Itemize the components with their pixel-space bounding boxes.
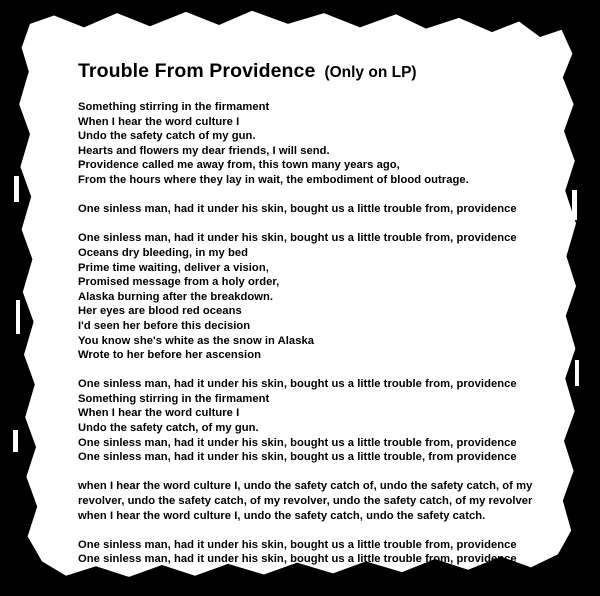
lyrics-line: One sinless man, had it under his skin, bought us a little trouble from, providence — [78, 436, 517, 449]
lyrics-line: Hearts and flowers my dear friends, I will send. — [78, 144, 330, 157]
lyrics-line: Undo the safety catch of my gun. — [78, 130, 256, 143]
lyrics-line: One sinless man, had it under his skin, bought us a little trouble from, providence — [78, 232, 517, 245]
lyrics-stanza — [78, 202, 538, 217]
lyrics-stanza — [78, 100, 538, 188]
lyrics-stanza — [78, 231, 538, 362]
lyrics-line: Her eyes are blood red oceans — [78, 305, 242, 318]
lyrics-line: Alaska burning after the breakdown. — [78, 290, 274, 303]
lyrics-line: when I hear the word culture I, undo the safety catch of, undo the safety catch, of my revolver, undo the safety catch, of my revolver, undo the safety catch, of my revolver — [78, 480, 533, 508]
lyrics-line: One sinless man, had it under his skin, bought us a little trouble, from providence — [78, 451, 517, 464]
lyrics-line: Providence called me away from, this town many years ago, — [78, 159, 400, 172]
lyrics-line: Oceans dry bleeding, in my bed — [78, 246, 248, 259]
lyrics-stanza — [78, 479, 538, 523]
lyrics-body — [78, 100, 538, 567]
lyrics-line: From the hours where they lay in wait, the embodiment of blood outrage. — [78, 173, 469, 186]
lyrics-line: Something stirring in the firmament — [78, 392, 270, 405]
lyrics-stanza — [78, 538, 538, 567]
lyrics-line: I'd seen her before this decision — [78, 319, 251, 332]
lyrics-stanza — [78, 377, 538, 465]
lyrics-line: One sinless man, had it under his skin, bought us a little trouble from, providence — [78, 378, 517, 391]
lyrics-line: Wrote to her before her ascension — [78, 349, 261, 362]
lyrics-line: Something stirring in the firmament — [78, 101, 270, 113]
lyrics-line: One sinless man, had it under his skin, bought us a little trouble from, providence — [78, 538, 517, 551]
lyrics-line: When I hear the word culture I — [78, 115, 240, 128]
page-title: Trouble From Providence — [78, 60, 316, 82]
lyrics-line: Prime time waiting, deliver a vision, — [78, 261, 269, 274]
title-row — [78, 60, 417, 83]
lyrics-line: Undo the safety catch, of my gun. — [78, 422, 259, 435]
lyrics-line: You know she's white as the snow in Alaska — [78, 334, 315, 347]
lyrics-line: When I hear the word culture I — [78, 407, 240, 420]
lyrics-line: Promised message from a holy order, — [78, 276, 280, 289]
title-note: (Only on LP) — [324, 64, 417, 81]
lyrics-line: One sinless man, had it under his skin, bought us a little trouble from, providence — [78, 553, 517, 566]
lyrics-line: One sinless man, had it under his skin, bought us a little trouble from, providence — [78, 203, 517, 216]
lyrics-line: when I hear the word culture I, undo the safety catch, undo the safety catch. — [78, 509, 486, 522]
